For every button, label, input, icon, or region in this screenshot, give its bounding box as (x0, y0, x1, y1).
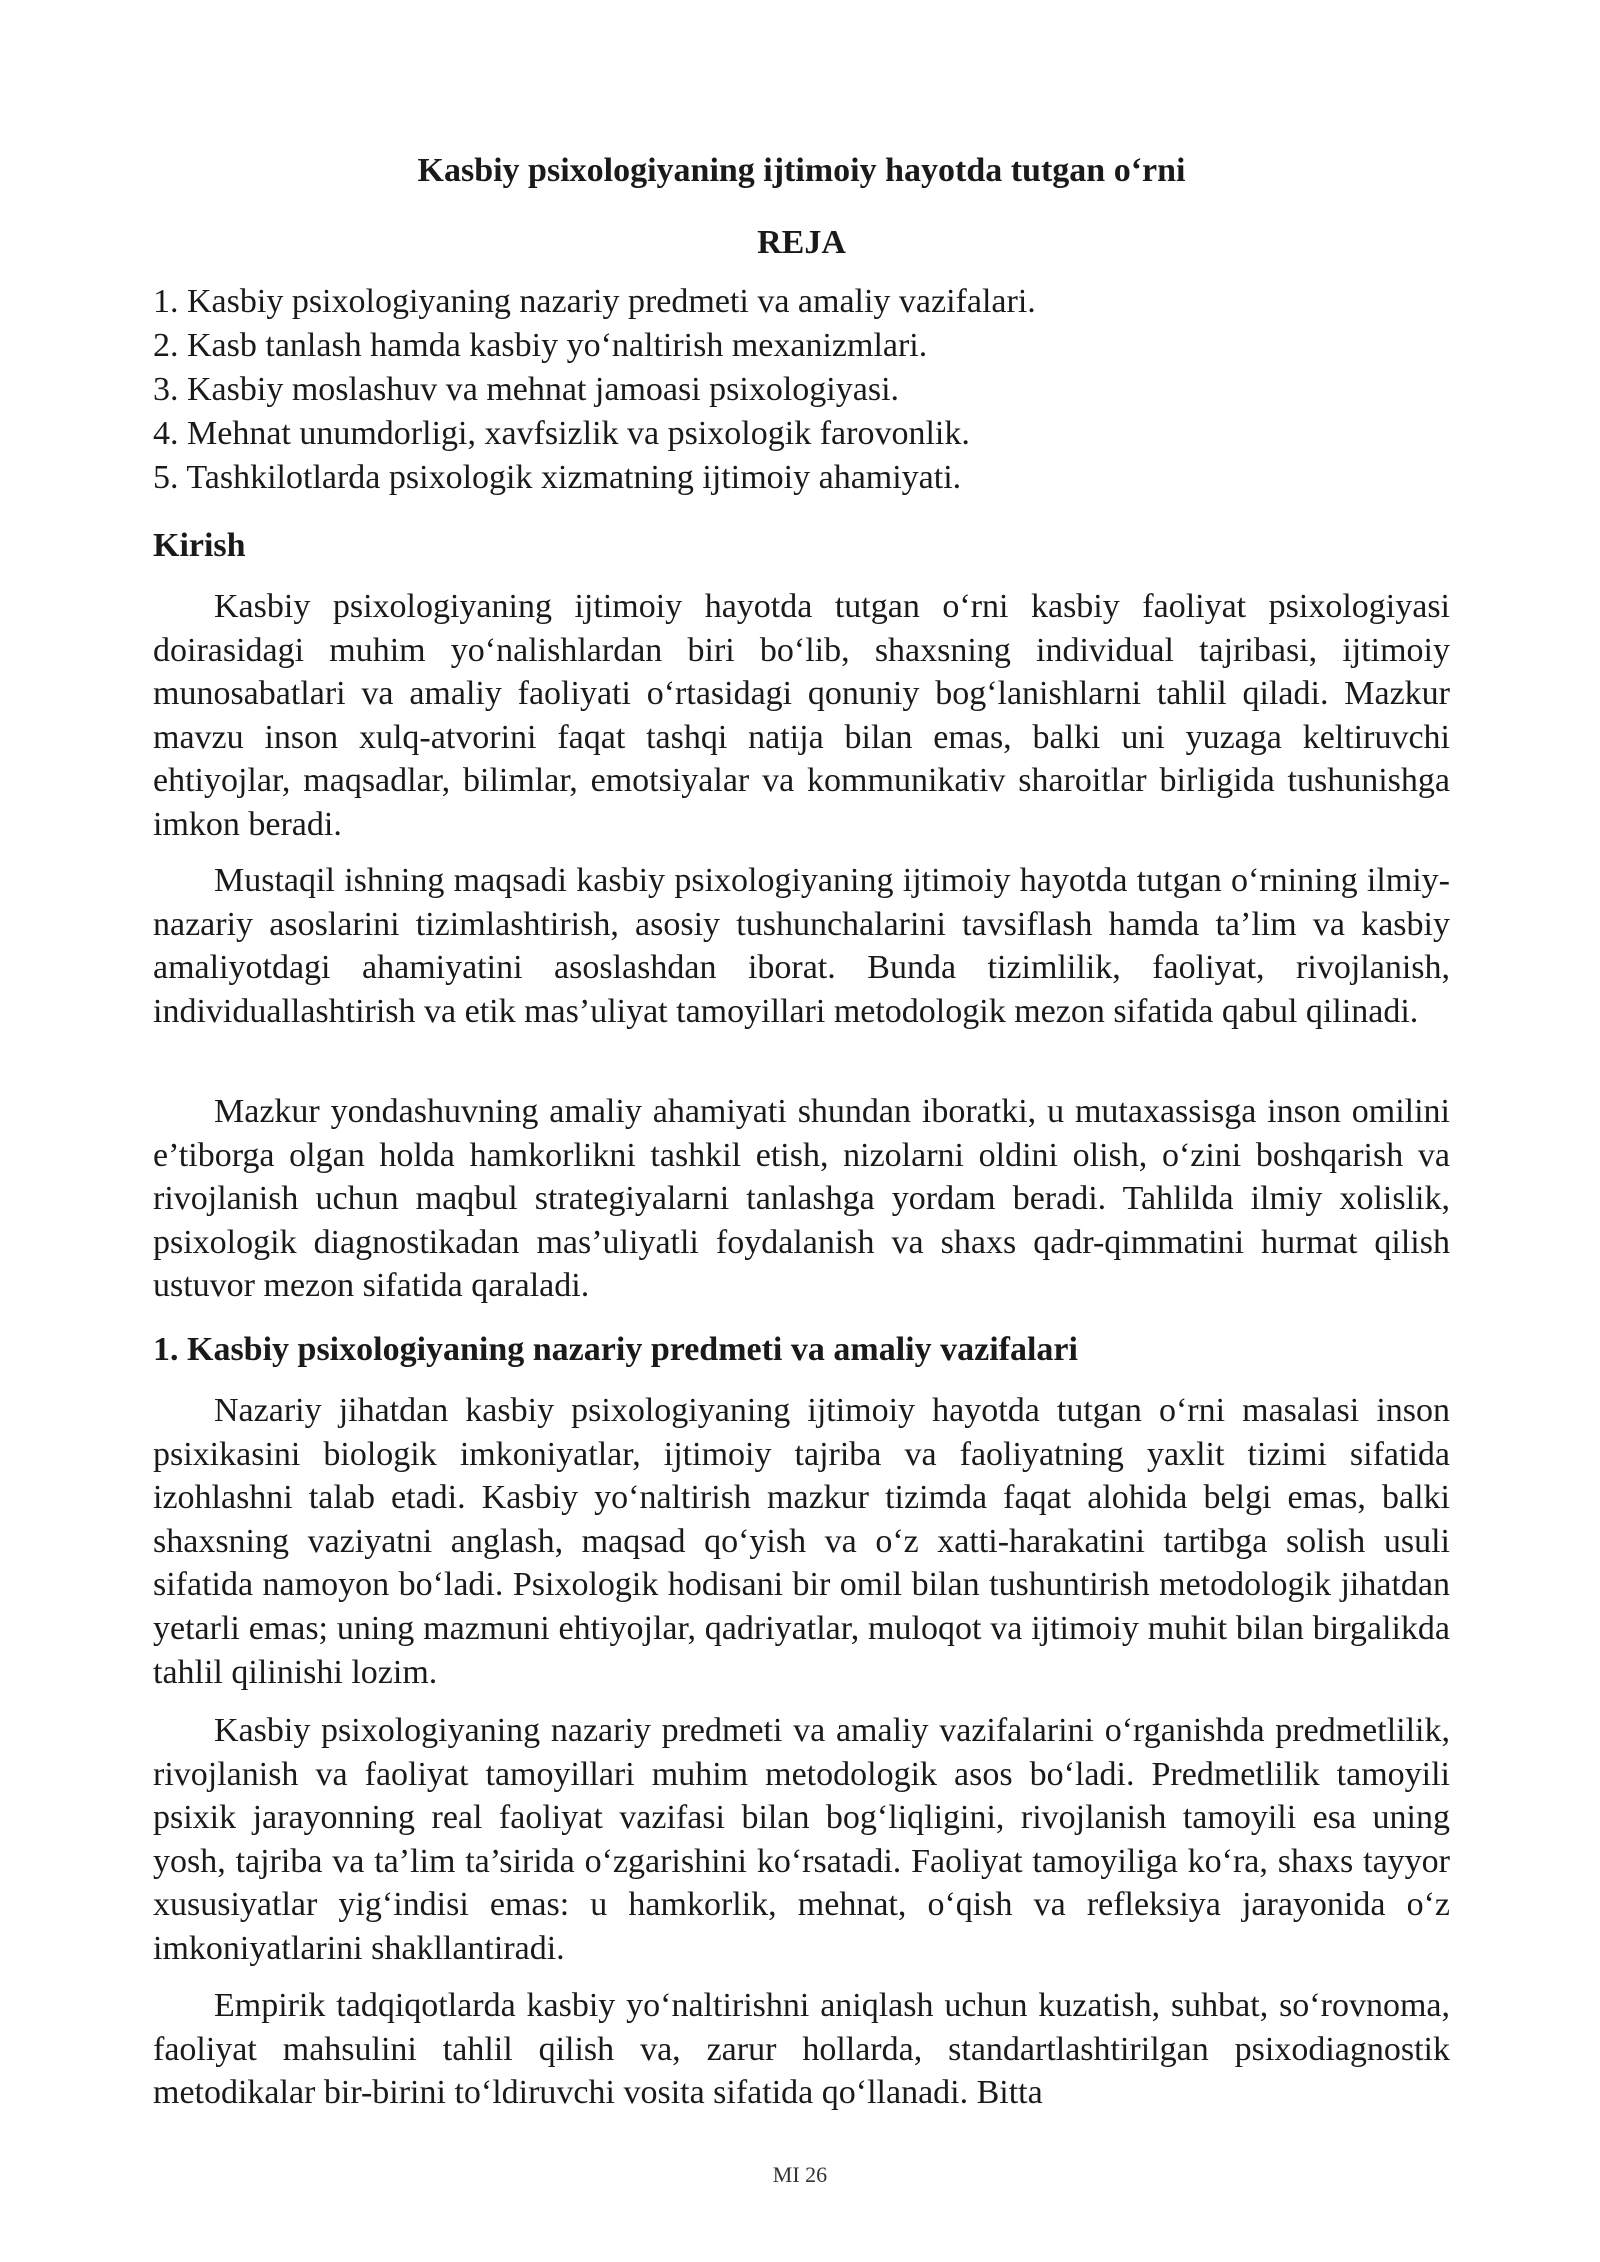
plan-item: 2. Kasb tanlash hamda kasbiy yo‘naltirish mexanizmlari. (153, 327, 928, 364)
plan-item: 3. Kasbiy moslashuv va mehnat jamoasi psixologiyasi. (153, 371, 900, 408)
intro-paragraph-1-block (153, 585, 1450, 847)
section-1-heading: 1. Kasbiy psixologiyaning nazariy predmeti va amaliy vazifalari (153, 1331, 1078, 1368)
intro-paragraph: Kasbiy psixologiyaning ijtimoiy hayotda tutgan o‘rni kasbiy faoliyat psixologiyasi doirasidagi muhim yo‘nalishlardan biri bo‘lib, shaxsning individual tajribasi, ijtimoiy munosabatlari va amaliy faoliyati o‘rtasidagi qonuniy bog‘lanishlarni tahlil qiladi. Mazkur mavzu inson xulq-atvorini faqat tashqi natija bilan emas, balki uni yuzaga keltiruvchi ehtiyojlar, maqsadlar, bilimlar, emotsiyalar va kommunikativ sharoitlar birligida tushunishga imkon beradi. (153, 588, 1450, 843)
section-1-paragraph: Nazariy jihatdan kasbiy psixologiyaning ijtimoiy hayotda tutgan o‘rni masalasi inson psixikasini biologik imkoniyatlar, ijtimoiy tajriba va faoliyatning yaxlit tizimi sifatida izohlashni talab etadi. Kasbiy yo‘naltirish mazkur tizimda faqat alohida belgi emas, balki shaxsning vaziyatni anglash, maqsad qo‘yish va o‘z xatti-harakatini tartibga solish usuli sifatida namoyon bo‘ladi. Psixologik hodisani bir omil bilan tushuntirish metodologik jihatdan yetarli emas; uning mazmuni ehtiyojlar, qadriyatlar, muloqot va ijtimoiy muhit bilan birgalikda tahlil qilinishi lozim. (153, 1392, 1450, 1691)
page-number: MI 26 (772, 2162, 828, 2187)
plan-item: 1. Kasbiy psixologiyaning nazariy predmeti va amaliy vazifalari. (153, 283, 1036, 320)
intro-paragraph: Mazkur yondashuvning amaliy ahamiyati shundan iboratki, u mutaxassisga inson omilini e’tiborga olgan holda hamkorlikni tashkil etish, nizolarni oldini olish, o‘zini boshqarish va rivojlanish uchun maqbul strategiyalarni tanlashga yordam beradi. Tahlilda ilmiy xolislik, psixologik diagnostikadan mas’uliyatli foydalanish va shaxs qadr-qimmatini hurmat qilish ustuvor mezon sifatida qaraladi. (153, 1093, 1450, 1305)
document-title: Kasbiy psixologiyaning ijtimoiy hayotda tutgan o‘rni (417, 152, 1186, 189)
section-1-paragraph: Kasbiy psixologiyaning nazariy predmeti va amaliy vazifalarini o‘rganishda predmetlilik, rivojlanish va faoliyat tamoyillari muhim metodologik asos bo‘ladi. Predmetlilik tamoyili psixik jarayonning real faoliyat vazifasi bilan bog‘liqligini, rivojlanish tamoyili esa uning yosh, tajriba va ta’lim ta’sirida o‘zgarishini ko‘rsatadi. Faoliyat tamoyiliga ko‘ra, shaxs tayyor xususiyatlar yig‘indisi emas: u hamkorlik, mehnat, o‘qish va refleksiya jarayonida o‘z imkoniyatlarini shakllantiradi. (153, 1712, 1450, 1967)
section-1-paragraph-2-block (153, 1709, 1450, 1971)
intro-paragraph-2-block (153, 859, 1450, 1033)
section-1 (153, 1328, 1450, 1372)
intro-paragraph-3-block (153, 1090, 1450, 1308)
section-1-paragraph-3-block (153, 1984, 1450, 2115)
plan-heading: REJA (757, 224, 846, 261)
intro-section (153, 524, 1450, 568)
plan-list (153, 280, 1450, 500)
section-1-paragraph: Empirik tadqiqotlarda kasbiy yo‘naltirishni aniqlash uchun kuzatish, suhbat, so‘rovnoma, faoliyat mahsulini tahlil qilish va, zarur hollarda, standartlashtirilgan psixodiagnostik metodikalar bir-birini to‘ldiruvchi vosita sifatida qo‘llanadi. Bitta (153, 1987, 1450, 2112)
intro-heading: Kirish (153, 527, 246, 564)
plan-item: 5. Tashkilotlarda psixologik xizmatning ijtimoiy ahamiyati. (153, 459, 962, 496)
section-1-paragraph-1-block (153, 1389, 1450, 1694)
plan-item: 4. Mehnat unumdorligi, xavfsizlik va psixologik farovonlik. (153, 415, 970, 452)
intro-paragraph: Mustaqil ishning maqsadi kasbiy psixologiyaning ijtimoiy hayotda tutgan o‘rnining ilmiy-nazariy asoslarini tizimlashtirish, asosiy tushunchalarini tavsiflash hamda ta’lim va kasbiy amaliyotdagi ahamiyatini asoslashdan iborat. Bunda tizimlilik, faoliyat, rivojlanish, individuallashtirish va etik mas’uliyat tamoyillari metodologik mezon sifatida qabul qilinadi. (153, 862, 1450, 1030)
